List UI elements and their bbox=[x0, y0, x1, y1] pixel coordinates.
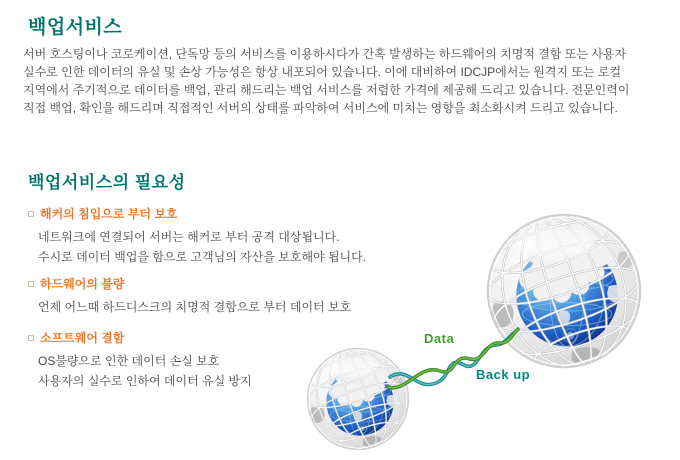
square-bullet-icon bbox=[28, 281, 34, 287]
intro-paragraph bbox=[23, 45, 671, 117]
item-line: 네트워크에 연결되어 서버는 해커로 부터 공격 대상됩니다. bbox=[38, 230, 340, 244]
item-line: OS불량으로 인한 데이터 손실 보호 bbox=[38, 354, 220, 368]
globes-illustration bbox=[290, 195, 680, 460]
item-line: 수시로 데이터 백업을 함으로 고객님의 자산을 보호해야 됩니다. bbox=[38, 250, 367, 264]
item-line: 언제 어느때 하드디스크의 치명적 결함으로 부터 데이터 보호 bbox=[38, 300, 352, 314]
intro-line: 실수로 인한 데이터의 유실 및 손상 가능성은 항상 내포되어 있습니다. 이에 대비하여 IDCJP에서는 원격지 또는 로컬 bbox=[23, 65, 622, 79]
item-heading: 해커의 침입으로 부터 보호 bbox=[40, 207, 178, 221]
data-cable-label: Data bbox=[424, 331, 455, 346]
backup-cable-label: Back up bbox=[476, 367, 531, 382]
large-globe bbox=[468, 195, 661, 388]
square-bullet-icon bbox=[28, 335, 34, 341]
page-title: 백업서비스 bbox=[28, 17, 123, 38]
section-title-necessity: 백업서비스의 필요성 bbox=[28, 173, 186, 192]
intro-line: 직접 백업, 확인을 해드리며 직접적인 서버의 상태를 파악하여 서비스에 미치는 영향을 최소화시켜 드리고 있습니다. bbox=[23, 101, 618, 115]
small-globe bbox=[294, 335, 422, 460]
item-heading: 하드웨어의 불량 bbox=[40, 277, 125, 291]
intro-line: 서버 호스팅이나 코로케이션, 단독망 등의 서비스를 이용하시다가 간혹 발생하는 하드웨어의 치명적 결함 또는 사용자 bbox=[23, 47, 627, 61]
item-line: 사용자의 실수로 인하여 데이터 유실 방지 bbox=[38, 374, 252, 388]
square-bullet-icon bbox=[28, 211, 34, 217]
item-heading: 소프트웨어 결함 bbox=[40, 331, 125, 345]
intro-line: 지역에서 주기적으로 데이터를 백업, 관리 해드리는 백업 서비스를 저렴한 가격에 제공해 드리고 있습니다. 전문인력이 bbox=[23, 83, 630, 97]
